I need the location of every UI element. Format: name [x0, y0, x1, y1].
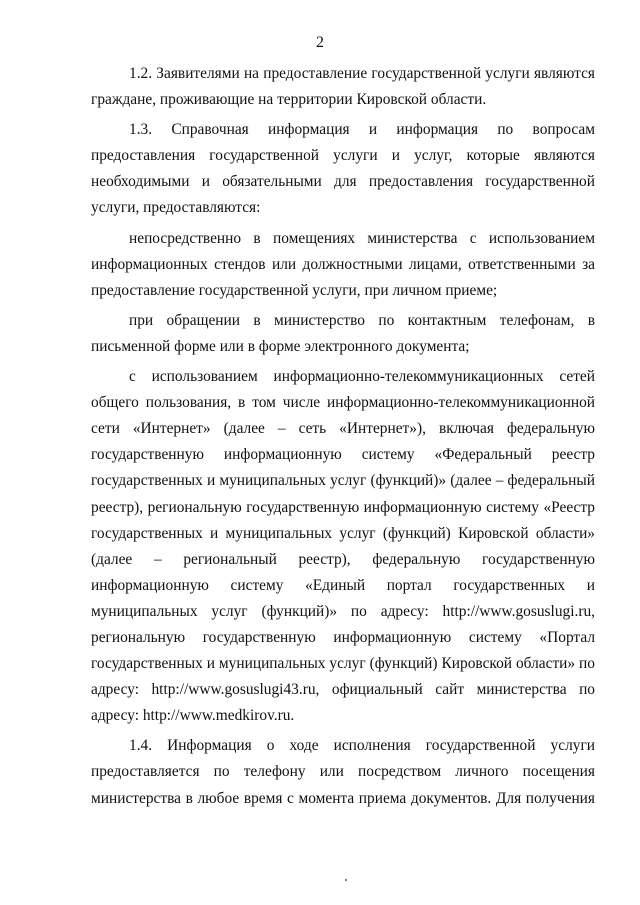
- paragraph-1-2: 1.2. Заявителями на предоставление государственной услуги являются граждане, проживающие на территории Кировской области.: [91, 65, 595, 109]
- paragraph-phone-contact: при обращении в министерство по контактным телефонам, в письменной форме или в форме электронного документа;: [91, 311, 595, 355]
- scan-speck: [345, 879, 347, 881]
- paragraph-1-3: 1.3. Справочная информация и информация по вопросам предоставления государственной услуги и услуг, которые являются необходимыми и обязательными для предоставления государственной услуги, предоставляются:: [91, 121, 595, 217]
- document-body: [91, 61, 595, 812]
- page-number: 2: [316, 34, 324, 51]
- paragraph-internet: с использованием информационно-телекоммуникационных сетей общего пользования, в том числе информационно-телекоммуникационной сети «Интернет» (далее – сеть «Интернет»), включая федеральную государственную информационную систему «Федеральный реестр государственных и муниципальных услуг (функций)» (далее – федеральный реестр), региональную государственную информационную систему «Реестр государственных и муниципальных услуг (функций) Кировской области» (далее – региональный реестр), федеральную государственную информационную систему «Единый портал государственных и муниципальных услуг (функций)» по адресу: http://www.gosuslugi.ru, региональную государственную информационную систему «Портал государственных и муниципальных услуг (функций) Кировской области» по адресу: http://www.gosuslugi43.ru, официальный сайт министерства по адресу: http://www.medkirov.ru.: [91, 368, 595, 725]
- paragraph-1-4: 1.4. Информация о ходе исполнения государственной услуги предоставляется по телефону или посредством личного посещения министерства в любое время с момента приема документов. Для получения: [91, 737, 595, 807]
- paragraph-ministry-premises: непосредственно в помещениях министерства с использованием информационных стендов или должностными лицами, ответственными за предоставление государственной услуги, при личном приеме;: [91, 229, 595, 299]
